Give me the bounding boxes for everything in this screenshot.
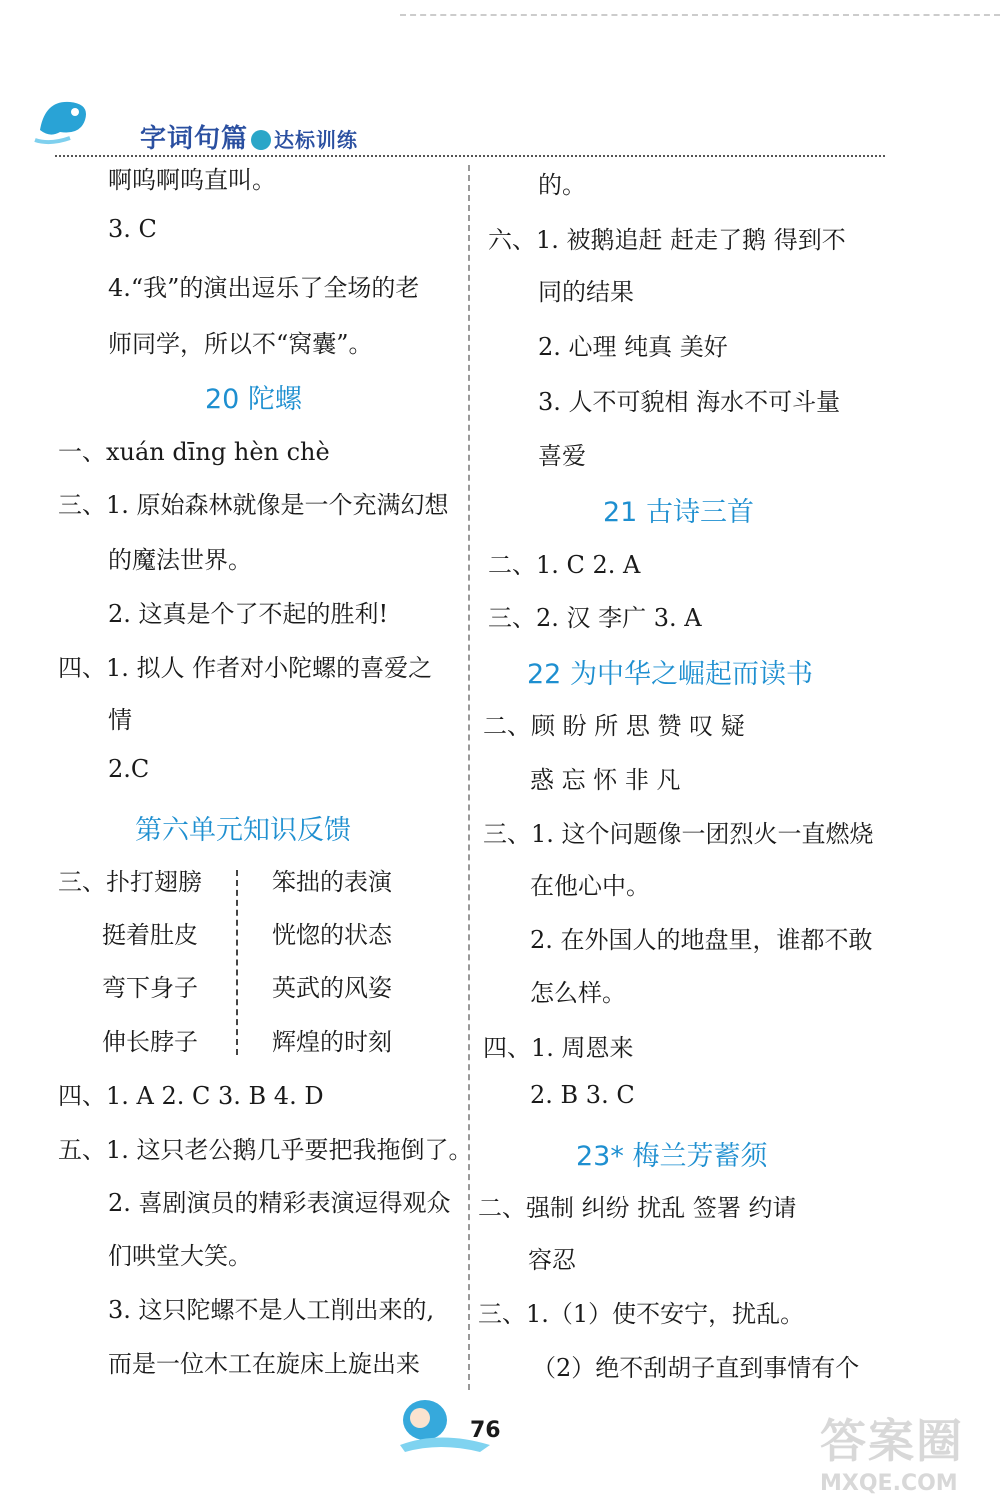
answer-line: 三、1. 这个问题像一团烈火一直燃烧: [483, 820, 874, 848]
answer-line: 2. 心理 纯真 美好: [538, 333, 728, 361]
answer-line: 的魔法世界。: [108, 546, 252, 574]
answer-line: 四、1. 拟人 作者对小陀螺的喜爱之: [58, 654, 433, 682]
answer-line: 一、xuán dīng hèn chè: [58, 438, 330, 466]
answer-line: 三、扑打翅膀: [58, 868, 202, 896]
section-heading: 第六单元知识反馈: [135, 815, 351, 846]
answer-line: 们哄堂大笑。: [108, 1242, 252, 1270]
answer-line: 喜爱: [538, 442, 586, 470]
answer-line: 惑 忘 怀 非 凡: [530, 766, 681, 794]
answer-line: 二、顾 盼 所 思 赞 叹 疑: [483, 712, 745, 740]
answer-line: 三、1. 原始森林就像是一个充满幻想: [58, 491, 449, 519]
answer-line: 4.“我”的演出逗乐了全场的老: [108, 274, 420, 302]
page-number: 76: [470, 1418, 501, 1443]
watermark: [820, 1405, 990, 1495]
top-dashed-line: [400, 14, 1000, 16]
answer-line: 怎么样。: [530, 979, 626, 1007]
answer-line: 二、强制 纠纷 扰乱 签署 约请: [478, 1194, 797, 1222]
answer-line: 2. 这真是个了不起的胜利!: [108, 600, 389, 628]
answer-line: 同的结果: [538, 278, 634, 306]
answer-line: 2. 在外国人的地盘里，谁都不敢: [530, 926, 873, 954]
answer-line: 3. C: [108, 215, 157, 243]
header-title: [140, 118, 358, 155]
watermark-logo-text: 答案圈: [820, 1414, 964, 1468]
page-header: [30, 90, 890, 160]
section-heading: 22 为中华之崛起而读书: [527, 659, 813, 690]
header-title-sub: 达标训练: [274, 128, 359, 152]
section-heading: 21 古诗三首: [603, 497, 754, 528]
badge-icon: [251, 130, 271, 150]
answer-line: 五、1. 这只老公鹅几乎要把我拖倒了。: [58, 1136, 473, 1164]
answer-line: 在他心中。: [530, 872, 650, 900]
answer-line: 而是一位木工在旋床上旋出来: [108, 1350, 420, 1378]
answer-line: 四、1. A 2. C 3. B 4. D: [58, 1082, 324, 1110]
column-divider: [468, 165, 470, 1390]
answer-line: 情: [108, 706, 132, 734]
answer-line: 啊呜啊呜直叫。: [108, 166, 276, 194]
answer-line: 笨拙的表演: [272, 868, 392, 896]
answer-line: 三、2. 汉 李广 3. A: [488, 604, 702, 632]
answer-line: （2）绝不刮胡子直到事情有个: [532, 1354, 860, 1382]
answer-line: 的。: [538, 171, 586, 199]
answer-line: 挺着肚皮: [102, 921, 198, 949]
answer-line: 2. 喜剧演员的精彩表演逗得观众: [108, 1189, 451, 1217]
dragon-logo-icon: [30, 90, 120, 150]
watermark-url: MXQE.COM: [820, 1471, 958, 1496]
matching-divider: [236, 870, 238, 1055]
section-heading: 23* 梅兰芳蓄须: [576, 1141, 768, 1172]
answer-line: 3. 人不可貌相 海水不可斗量: [538, 388, 841, 416]
answer-line: 弯下身子: [102, 974, 198, 1002]
section-heading: 20 陀螺: [205, 384, 302, 415]
answer-line: 师同学，所以不“窝囊”。: [108, 330, 373, 358]
answer-line: 辉煌的时刻: [272, 1028, 392, 1056]
answer-line: 英武的风姿: [272, 974, 392, 1002]
header-divider: [55, 155, 885, 157]
answer-line: 六、1. 被鹅追赶 赶走了鹅 得到不: [488, 226, 846, 254]
answer-line: 四、1. 周恩来: [483, 1034, 634, 1062]
answer-line: 伸长脖子: [102, 1028, 198, 1056]
reading-child-icon: [380, 1390, 530, 1460]
header-title-main: 字词句篇: [140, 124, 249, 154]
answer-line: 容忍: [528, 1246, 576, 1274]
answer-line: 3. 这只陀螺不是人工削出来的,: [108, 1296, 435, 1324]
answer-line: 恍惚的状态: [272, 921, 392, 949]
answer-line: 三、1.（1）使不安宁，扰乱。: [478, 1300, 805, 1328]
answer-line: 2. B 3. C: [530, 1081, 635, 1109]
answer-line: 二、1. C 2. A: [488, 551, 641, 579]
answer-line: 2.C: [108, 755, 150, 783]
